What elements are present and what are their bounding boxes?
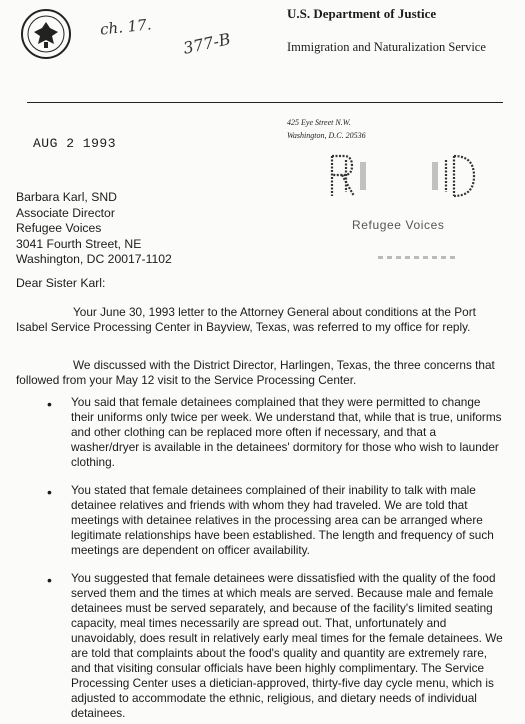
bullet-item-uniforms: You said that female detainees complained that they were permitted to change their uniforms only twice per week. We understand that, while that is true, uniforms and other clothing can be replaced more often if necessary, and that a washer/dryer is available in the detainees' dormitory for those who wish to launder clothing.	[71, 395, 502, 469]
handwritten-file-number: 377-B	[181, 29, 233, 58]
bullet-marker: •	[47, 396, 52, 412]
body-paragraph-1: Your June 30, 1993 letter to the Attorney General about conditions at the Port Isabel Service Processing Center in Bayview, Texas, was referred to my office for reply.	[16, 305, 476, 334]
recipient-name: Barbara Karl, SND	[16, 190, 117, 204]
received-stamp-icon	[328, 150, 478, 204]
letter-date: AUG 2 1993	[33, 136, 117, 151]
stamp-organization-label: Refugee Voices	[352, 218, 445, 232]
sender-street: 425 Eye Street N.W.	[287, 118, 351, 127]
handwritten-note: ch. 17.	[99, 15, 153, 39]
bullet-item-family-meetings: You stated that female detainees complained of their inability to talk with male detainee relatives and friends with whom they had traveled. We are told that meetings with detainee relatives in the processing area can be arranged where legitimate relationships have been established. The length and frequency of such meetings are dependent on officer availability.	[71, 483, 494, 557]
stamp-smudge	[378, 256, 458, 259]
recipient-street: 3041 Fourth Street, NE	[16, 236, 142, 251]
department-name: U.S. Department of Justice	[287, 6, 437, 21]
doj-seal-icon	[20, 8, 72, 60]
sender-city: Washington, D.C. 20536	[287, 131, 366, 140]
salutation: Dear Sister Karl:	[16, 276, 106, 290]
bullet-marker: •	[47, 484, 52, 500]
recipient-title: Associate Director	[16, 205, 115, 220]
recipient-city: Washington, DC 20017-1102	[16, 252, 172, 266]
bullet-item-food-and-meals: You suggested that female detainees were dissatisfied with the quality of the food served them and the times at which meals are served. Because male and female detainees must be served separately, and because of the facility's limited seating capacity, meal times necessarily are spread out. That, unfortunately and unavoidably, does result in relatively early meal times for the female detainees. We are told that complaints about the food's quality and quantity are extremely rare, and that visiting consular officials have been highly complimentary. The Service Processing Center uses a dietician-approved, thirty-five day cycle menu, which is adjusted to accommodate the ethnic, religious, and dietary needs of individual detainees.	[71, 571, 503, 720]
body-paragraph-2: We discussed with the District Director, Harlingen, Texas, the three concerns that followed from your May 12 visit to the Service Processing Center.	[16, 358, 495, 387]
bullet-marker: •	[47, 572, 52, 588]
recipient-address-block	[16, 190, 172, 268]
agency-name: Immigration and Naturalization Service	[287, 40, 486, 54]
sender-address	[287, 116, 366, 142]
letterhead-divider	[27, 102, 503, 103]
recipient-organization: Refugee Voices	[16, 221, 102, 235]
